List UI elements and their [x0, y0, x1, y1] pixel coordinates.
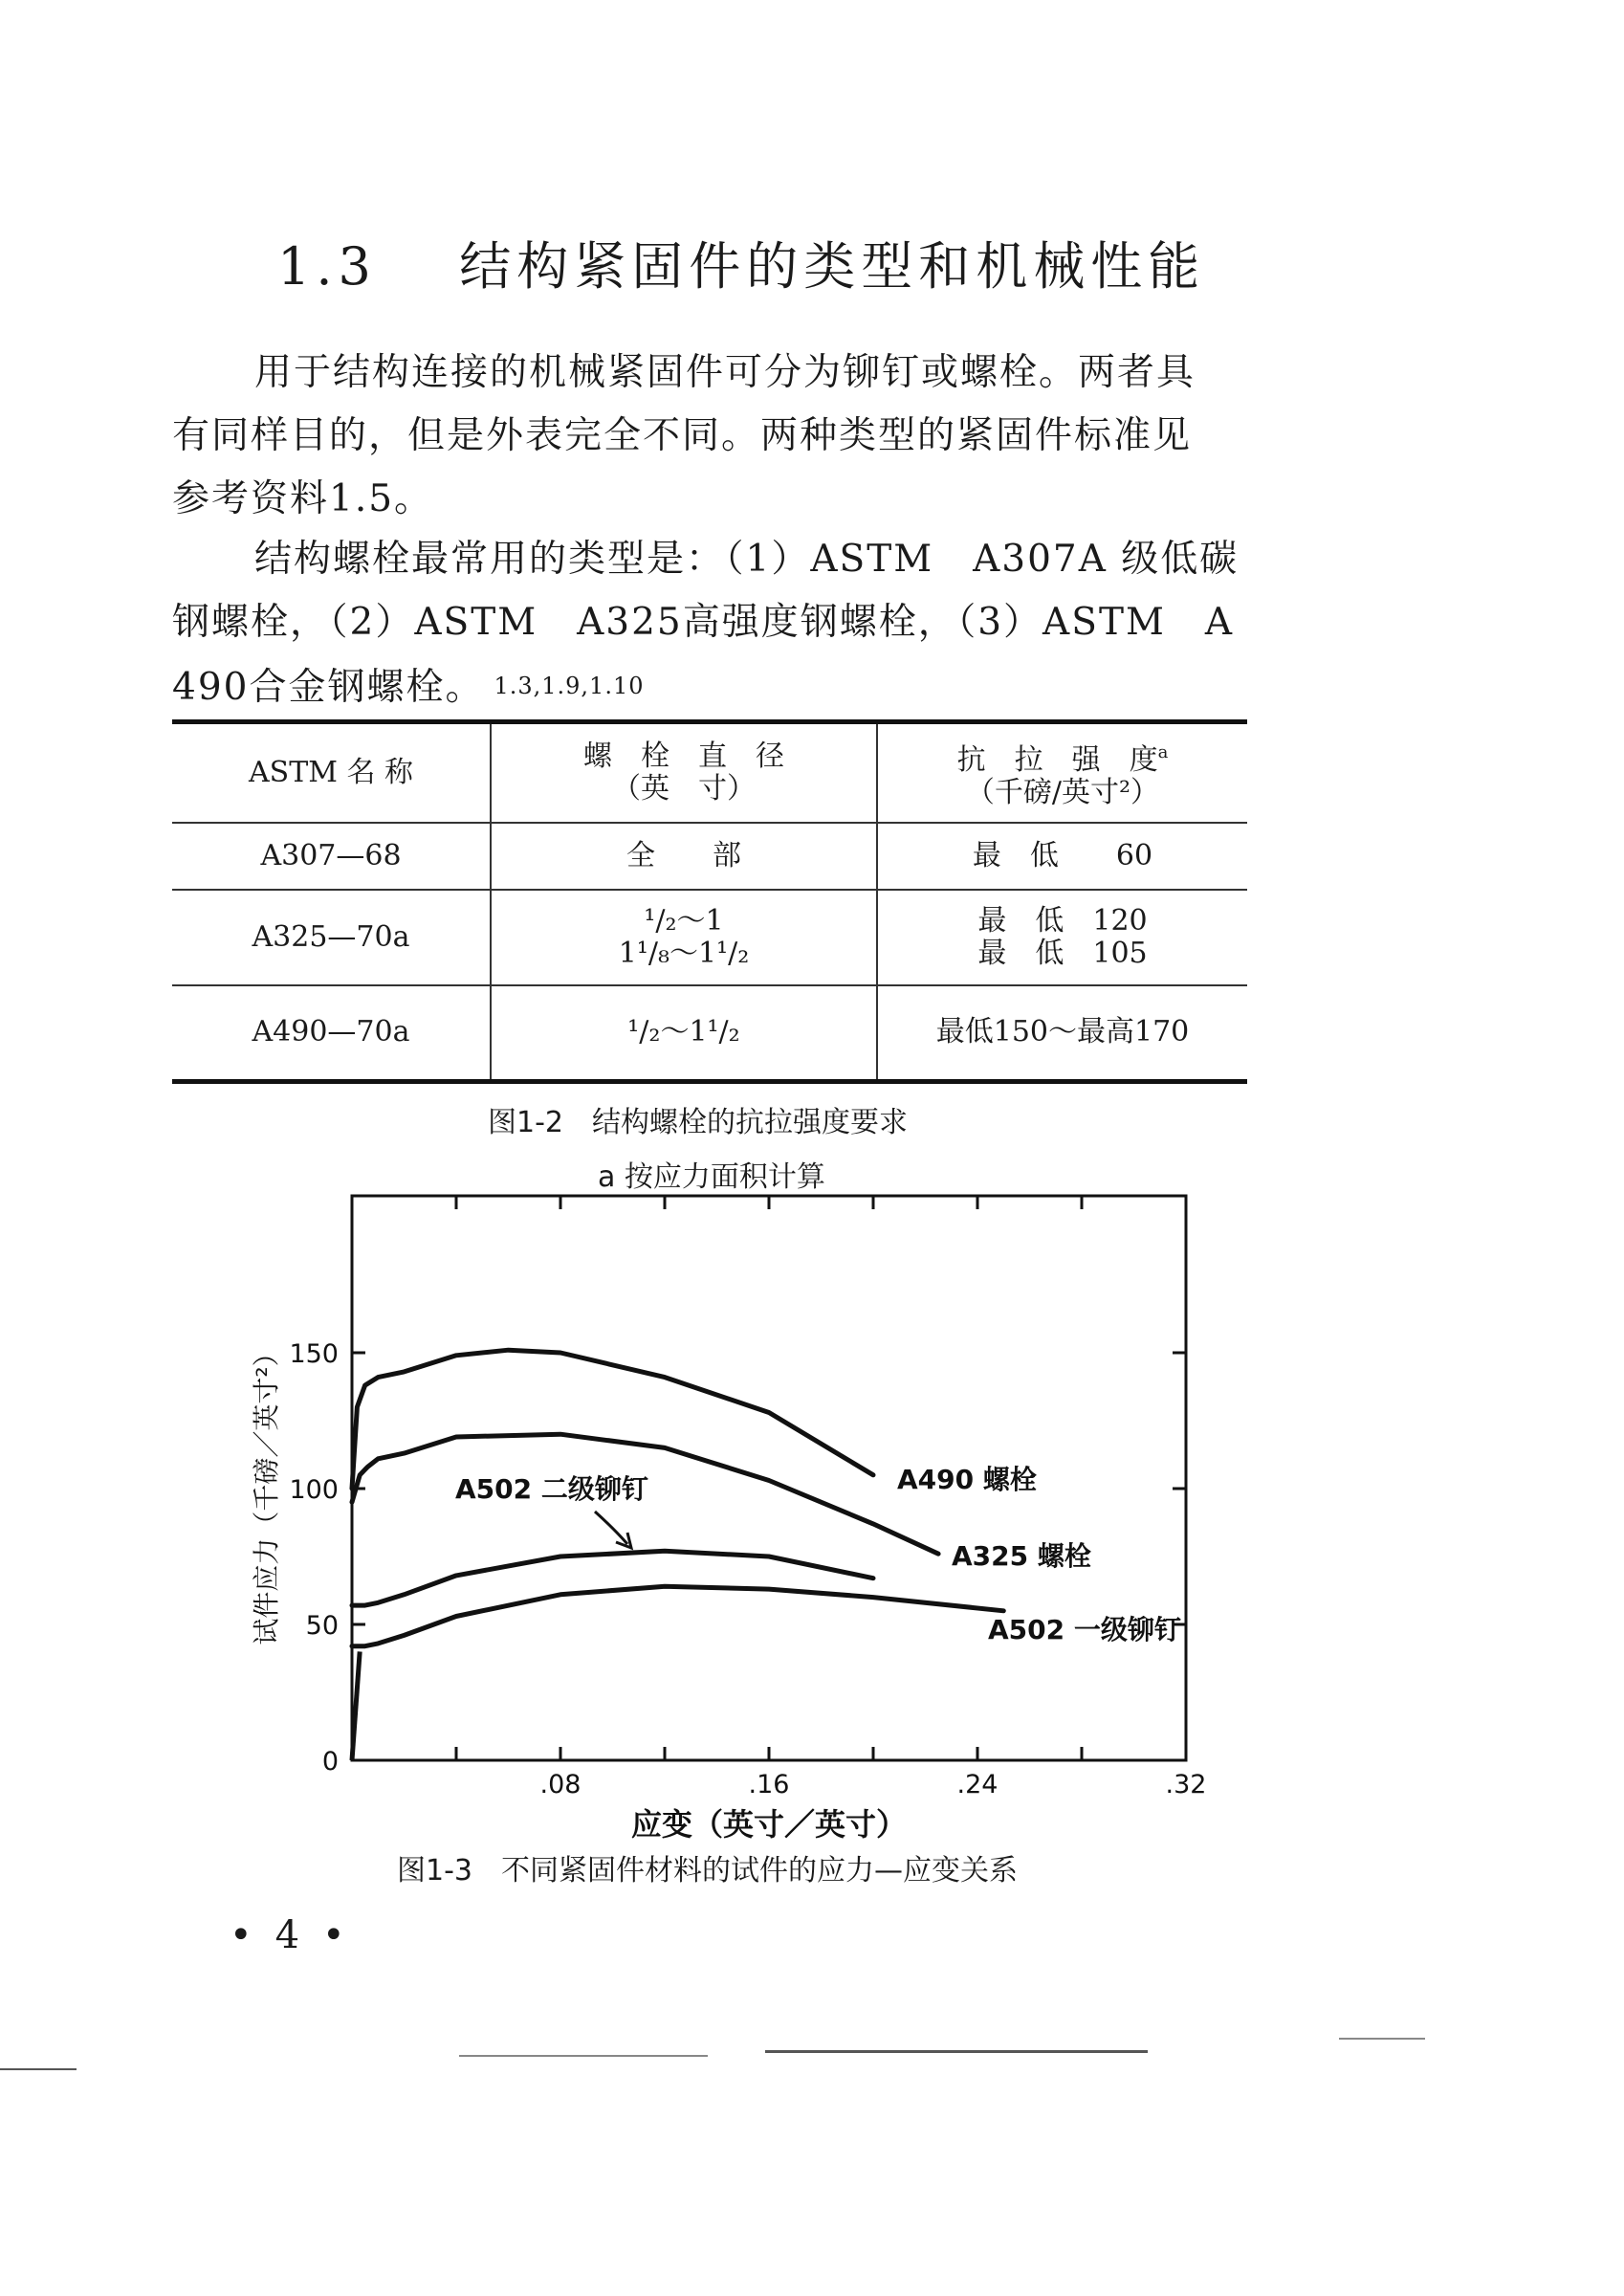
bolt-strength-table — [172, 719, 1247, 1084]
cell-strength: 最 低 120 最 低 105 — [877, 890, 1247, 985]
x-tick-label: .08 — [539, 1770, 582, 1799]
section-number: 1.3 — [277, 236, 377, 297]
y-tick-label: 0 — [321, 1747, 339, 1777]
table-caption: 图1-2 结构螺栓的抗拉强度要求 — [488, 1106, 908, 1139]
series-label: A502 一级铆钉 — [988, 1614, 1181, 1645]
series-line — [352, 1350, 873, 1489]
paragraph-line: 钢螺栓，（2）ASTM A325高强度钢螺栓，（3）ASTM A — [172, 601, 1235, 644]
chart-caption: 图1-3 不同紧固件材料的试件的应力—应变关系 — [397, 1854, 1018, 1888]
series-line — [352, 1551, 873, 1605]
cell-strength: 最 低 60 — [877, 823, 1247, 890]
series-line — [352, 1586, 1003, 1646]
table-row — [172, 890, 1247, 985]
y-axis-title: 试件应力（千磅／英寸²） — [251, 1339, 282, 1645]
table-header-row — [172, 722, 1247, 824]
section-heading: 结构紧固件的类型和机械性能 — [459, 236, 1206, 297]
header-bolt-diameter: 螺 栓 直 径 （英 寸） — [491, 722, 877, 824]
table-footnote: a 按应力面积计算 — [598, 1160, 825, 1194]
cell-diameter: 全 部 — [491, 823, 877, 890]
label-arrow — [595, 1512, 627, 1544]
x-axis-title: 应变（英寸／英寸） — [630, 1806, 908, 1843]
paragraph-line: 结构螺栓最常用的类型是：（1）ASTM A307A 级低碳 — [254, 538, 1240, 581]
scan-artifact-line — [459, 2055, 708, 2057]
plot-frame — [352, 1196, 1186, 1760]
paragraph-line: 参考资料1.5。 — [172, 477, 434, 520]
paragraph-bolt-types — [172, 528, 1253, 719]
scan-artifact-line — [765, 2050, 1148, 2053]
paragraph-line: 用于结构连接的机械紧固件可分为铆钉或螺栓。两者具 — [254, 351, 1196, 394]
scan-artifact-line — [1339, 2038, 1425, 2040]
paragraph-line: 有同样目的，但是外表完全不同。两种类型的紧固件标准见 — [172, 414, 1193, 457]
table-row — [172, 985, 1247, 1081]
label-arrowhead — [616, 1533, 631, 1548]
series-label: A502 二级铆钉 — [455, 1473, 648, 1505]
initial-elastic-line — [352, 1651, 360, 1760]
cell-name: A325—70a — [172, 890, 491, 985]
citation-references: 1.3,1.9,1.10 — [494, 673, 645, 699]
y-tick-label: 50 — [305, 1611, 339, 1641]
cell-strength: 最低150～最高170 — [935, 1015, 1190, 1049]
header-tensile-strength: 抗 拉 强 度$^a$ （千磅/英寸²） — [877, 722, 1247, 824]
paragraph-fasteners-intro — [172, 342, 1253, 531]
series-line — [352, 1434, 938, 1554]
x-tick-label: .32 — [1165, 1770, 1207, 1799]
x-tick-label: .16 — [748, 1770, 790, 1799]
scan-artifact-line — [0, 2068, 77, 2070]
page-number: •4• — [230, 1913, 368, 1957]
header-astm-name: ASTM 名 称 — [172, 722, 491, 824]
cell-diameter: ¹/₂～1 1¹/₈～1¹/₂ — [491, 890, 877, 985]
y-tick-label: 100 — [289, 1475, 339, 1505]
series-label: A490 螺栓 — [897, 1464, 1037, 1495]
section-title — [277, 226, 1205, 299]
paragraph-line: 490合金钢螺栓。 1.3,1.9,1.10 — [172, 666, 645, 709]
cell-name: A307—68 — [172, 823, 491, 890]
series-label: A325 螺栓 — [952, 1540, 1091, 1572]
cell-diameter: ¹/₂～1¹/₂ — [491, 985, 877, 1081]
cell-name: A490—70a — [172, 985, 491, 1081]
y-tick-label: 150 — [289, 1339, 339, 1369]
x-tick-label: .24 — [956, 1770, 999, 1799]
table-row — [172, 823, 1247, 890]
